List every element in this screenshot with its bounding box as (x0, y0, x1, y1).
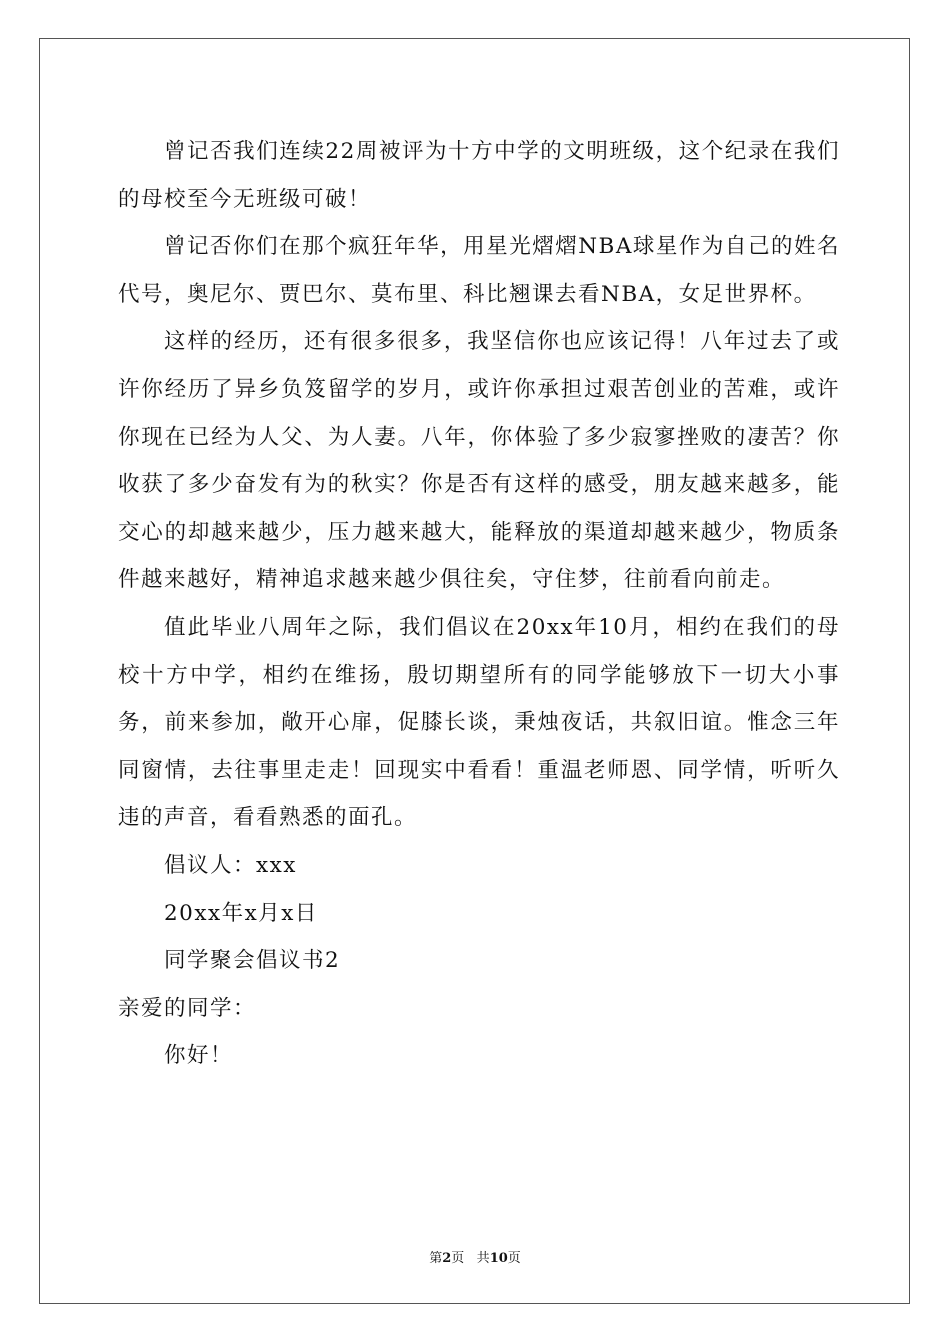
document-body (118, 128, 840, 1080)
salutation: 亲爱的同学： (118, 995, 257, 1021)
paragraph-eight-years: 这样的经历，还有很多很多，我坚信你也应该记得！八年过去了或许你经历了异乡负笈留学的岁月，或许你承担过艰苦创业的苦难，或许你现在已经为人父、为人妻。八年，你体验了多少寂寥挫败的凄苦？你收获了多少奋发有为的秋实？你是否有这样的感受，朋友越来越多，能交心的却越来越少，压力越来越大，能释放的渠道却越来越少，物质条件越来越好，精神追求越来越少俱往矣，守住梦，往前看向前走。 (118, 329, 840, 593)
paragraph-nba-memories: 曾记否你们在那个疯狂年华，用星光熠熠NBA球星作为自己的姓名代号，奥尼尔、贾巴尔、莫布里、科比翘课去看NBA，女足世界杯。 (118, 234, 840, 307)
page-suffix: 页 (451, 1251, 465, 1266)
paragraph-reunion-proposal: 值此毕业八周年之际，我们倡议在20xx年10月，相约在我们的母校十方中学，相约在维扬，殷切期望所有的同学能够放下一切大小事务，前来参加，敞开心扉，促膝长谈，秉烛夜话，共叙旧谊。惟念三年同窗情，去往事里走走！回现实中看看！重温老师恩、同学情，听听久违的声音，看看熟悉的面孔。 (118, 614, 840, 831)
total-suffix: 页 (507, 1251, 521, 1266)
date-line: 20xx年x月x日 (164, 900, 318, 926)
greeting: 你好！ (164, 1043, 234, 1069)
page-prefix: 第 (429, 1251, 443, 1266)
total-prefix: 共 (476, 1251, 490, 1266)
total-pages: 10 (489, 1251, 508, 1266)
page-footer (0, 1247, 950, 1266)
proposer-line: 倡议人：xxx (164, 852, 297, 878)
page-number: 2 (442, 1251, 452, 1266)
section-title: 同学聚会倡议书2 (164, 948, 341, 974)
paragraph-class-record: 曾记否我们连续22周被评为十方中学的文明班级，这个纪录在我们的母校至今无班级可破！ (118, 139, 840, 212)
